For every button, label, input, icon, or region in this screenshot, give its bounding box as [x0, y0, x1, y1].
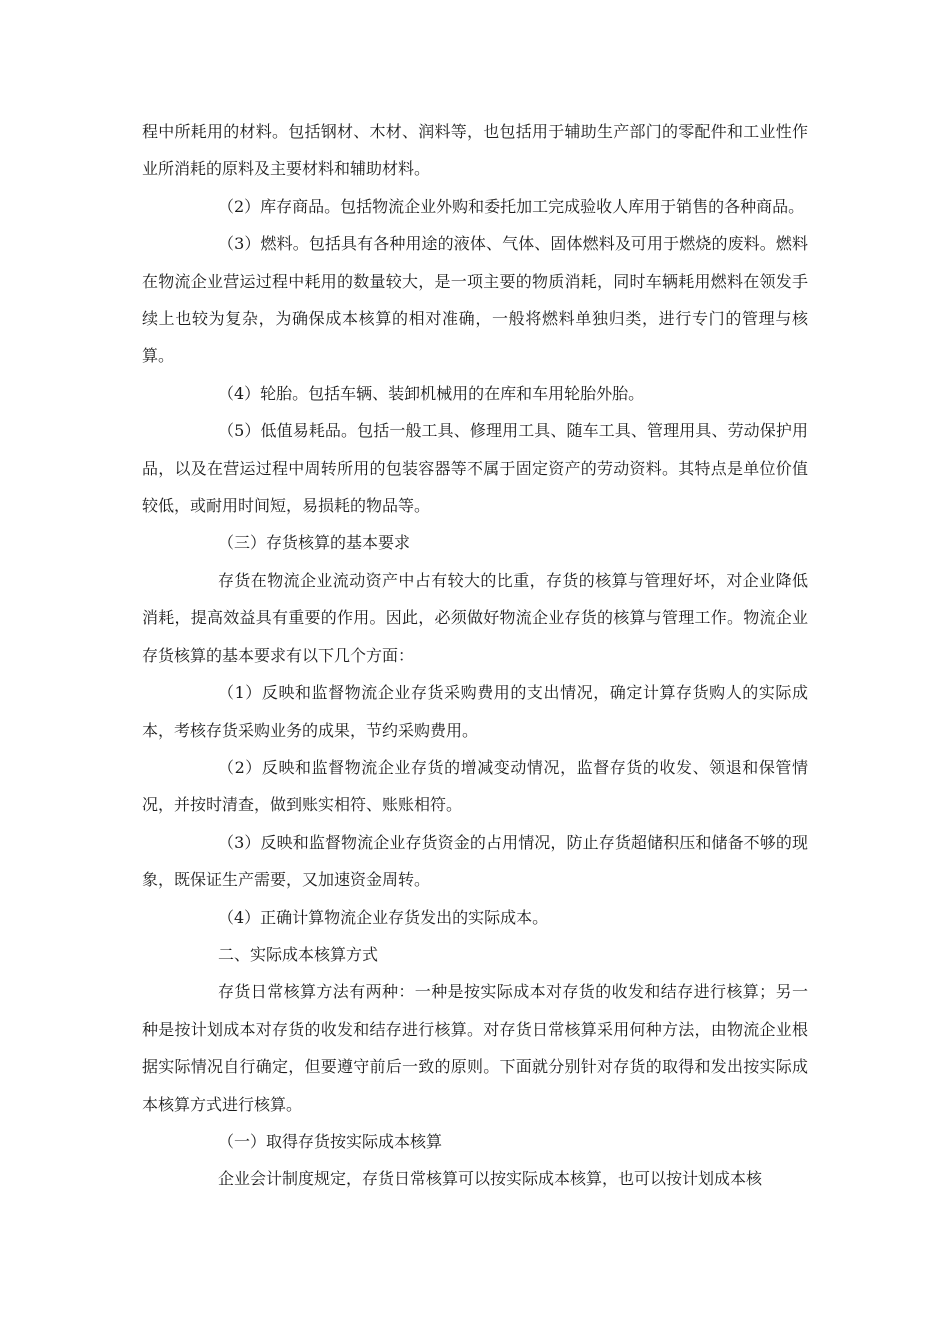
- paragraph-body: 存货在物流企业流动资产中占有较大的比重，存货的核算与管理好坏，对企业降低消耗，提高效益具有重要的作用。因此，必须做好物流企业存货的核算与管理工作。物流企业存货核算的基本要求有以下几个方面：: [142, 570, 808, 665]
- paragraph-requirement-1: （1）反映和监督物流企业存货采购费用的支出情况，确定计算存货购人的实际成本，考核存货采购业务的成果，节约采购费用。: [142, 683, 808, 740]
- paragraph-item-5: （5）低值易耗品。包括一般工具、修理用工具、随车工具、管理用具、劳动保护用品，以及在营运过程中周转所用的包装容器等不属于固定资产的劳动资料。其特点是单位价值较低，或耐用时间短，易损耗的物品等。: [142, 421, 808, 516]
- subsection-heading-1: （一）取得存货按实际成本核算: [218, 1131, 443, 1151]
- paragraph-body: 企业会计制度规定，存货日常核算可以按实际成本核算，也可以按计划成本核: [218, 1169, 763, 1189]
- paragraph-continuation: 程中所耗用的材料。包括钢材、木材、润料等，也包括用于辅助生产部门的零配件和工业性作业所消耗的原料及主要材料和辅助材料。: [142, 122, 808, 179]
- section-heading-2: 二、实际成本核算方式: [218, 944, 379, 964]
- paragraph-requirement-2: （2）反映和监督物流企业存货的增减变动情况，监督存货的收发、领退和保管情况，并按时清查，做到账实相符、账账相符。: [142, 757, 808, 815]
- paragraph-requirement-4: （4）正确计算物流企业存货发出的实际成本。: [218, 907, 549, 927]
- paragraph-item-2: （2）库存商品。包括物流企业外购和委托加工完成验收人库用于销售的各种商品。: [218, 196, 805, 216]
- document-page: [142, 113, 808, 1198]
- paragraph-item-3: （3）燃料。包括具有各种用途的液体、气体、固体燃料及可用于燃烧的废料。燃料在物流企业营运过程中耗用的数量较大，是一项主要的物质消耗，同时车辆耗用燃料在领发手续上也较为复杂，为确保成本核算的相对准确，一般将燃料单独归类，进行专门的管理与核算。: [142, 234, 808, 366]
- paragraph-item-4: （4）轮胎。包括车辆、装卸机械用的在库和车用轮胎外胎。: [218, 383, 645, 403]
- paragraph-body: 存货日常核算方法有两种：一种是按实际成本对存货的收发和结存进行核算；另一种是按计划成本对存货的收发和结存进行核算。对存货日常核算采用何种方法，由物流企业根据实际情况自行确定，但要遵守前后一致的原则。下面就分别针对存货的取得和发出按实际成本核算方式进行核算。: [142, 982, 808, 1114]
- section-heading-3: （三）存货核算的基本要求: [218, 533, 411, 553]
- paragraph-requirement-3: （3）反映和监督物流企业存货资金的占用情况，防止存货超储积压和储备不够的现象，既保证生产需要，又加速资金周转。: [142, 832, 808, 890]
